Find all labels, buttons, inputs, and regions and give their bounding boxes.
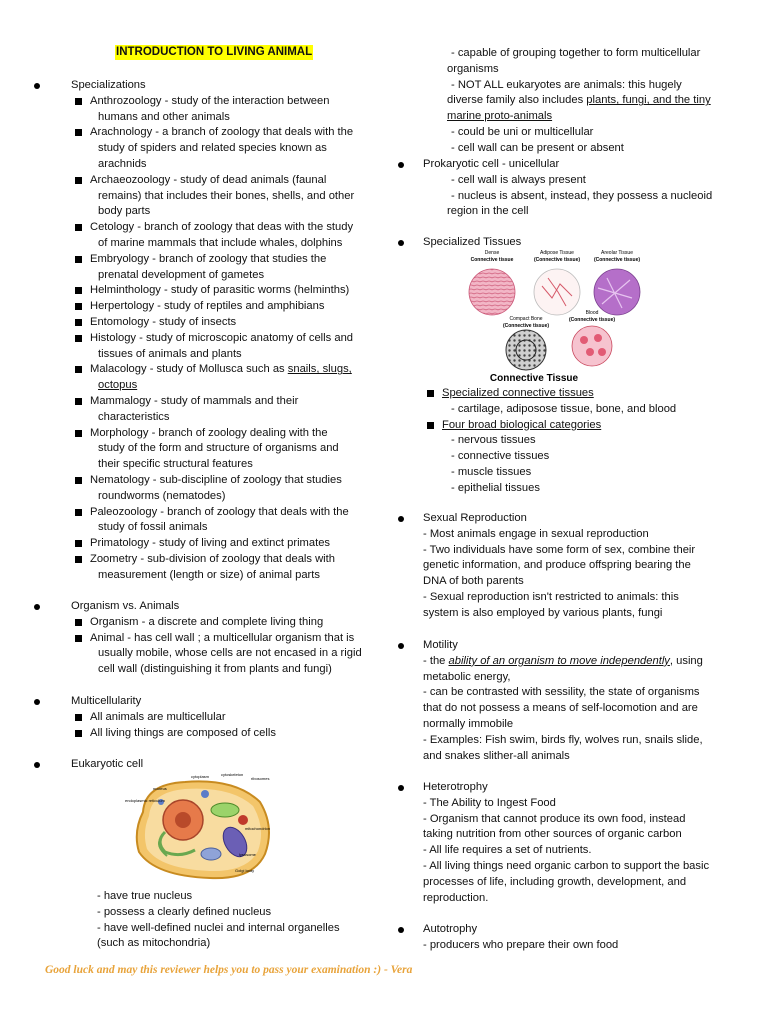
- text-span: Sexual Reproduction: [423, 512, 527, 524]
- bullet-dot: [398, 240, 404, 246]
- text-span: - muscle tissues: [451, 466, 532, 478]
- bullet-square: [75, 303, 82, 310]
- motility-line: [423, 701, 698, 717]
- heterotrophy-line: [423, 812, 685, 828]
- text-span: - All living things need organic carbon to support the basic: [423, 860, 710, 872]
- heterotrophy-line: [423, 843, 592, 859]
- connective-tissue-diagram: [462, 248, 642, 384]
- text-span: - study of reptiles and amphibians: [154, 300, 325, 313]
- bullet-square: [75, 98, 82, 105]
- bullet-dot: [398, 785, 404, 791]
- heterotrophy-line: [423, 891, 488, 907]
- text-span: snails, slugs,: [287, 363, 352, 376]
- bullet-square: [75, 714, 82, 721]
- text-span: measurement (length or size) of animal parts: [98, 568, 320, 581]
- text-span: Specializations: [71, 79, 146, 91]
- text-span: Specialized Tissues: [423, 236, 522, 248]
- item-continuation: [98, 520, 207, 536]
- bullet-square: [75, 287, 82, 294]
- text-span: - branch of zoology that deas with the study: [134, 221, 354, 234]
- svg-text:Golgi body: Golgi body: [235, 868, 255, 873]
- text-span: Embryology: [90, 252, 150, 265]
- text-span: - study of dead animals (faunal: [170, 173, 327, 186]
- text-span: cell wall (distinguishing it from plants and fungi): [98, 663, 332, 676]
- svg-text:mitochondrion: mitochondrion: [245, 826, 271, 831]
- heterotrophy-line: [423, 859, 709, 875]
- item-continuation: [98, 236, 342, 252]
- bullet-dot: [398, 643, 404, 649]
- text-span: and snakes slither-all animals: [423, 749, 570, 762]
- text-span: Helminthology: [90, 284, 161, 297]
- motility-line: [423, 685, 700, 701]
- not-all-line: [451, 78, 682, 94]
- connective-tissue-caption: Connective Tissue: [489, 373, 579, 384]
- sexual-line: [423, 606, 662, 622]
- text-span: of marine mammals that include whales, dolphins: [98, 237, 343, 249]
- sexual-line: [423, 558, 691, 574]
- text-span: study of fossil animals: [98, 521, 208, 534]
- item-continuation: [98, 378, 137, 394]
- prokaryotic-line: [451, 189, 712, 205]
- item-continuation: [98, 189, 354, 205]
- bullet-dot: [34, 604, 40, 610]
- text-span: Anthrozoology: [90, 94, 162, 107]
- section-heading-heterotrophy: [423, 780, 488, 796]
- specialization-item: [90, 331, 353, 347]
- text-span: prenatal development of gametes: [98, 268, 265, 281]
- text-span: , using: [669, 654, 703, 667]
- bullet-dot: [34, 762, 40, 768]
- section-heading-autotrophy: [423, 922, 477, 938]
- text-span: - sub-division of zoology that deals with: [137, 553, 335, 565]
- motility-line: [423, 749, 570, 765]
- text-span: - study of living and extinct primates: [149, 537, 331, 550]
- text-span: roundworms (nematodes): [98, 489, 226, 502]
- multicellularity-item: [90, 710, 226, 726]
- text-span: - branch of zoology that studies the: [149, 252, 327, 265]
- text-span: - connective tissues: [451, 450, 550, 463]
- sexual-line: [423, 590, 679, 606]
- text-span: All living things are composed of cells: [90, 726, 276, 739]
- text-span: - nucleus is absent, instead, they possess a nucleoid: [451, 189, 713, 202]
- text-span: - the: [423, 654, 449, 667]
- adipose-tissue-image: [534, 269, 580, 315]
- sexual-line: [423, 527, 649, 543]
- eukaryotic-cont-line: [451, 125, 593, 141]
- motility-line: [423, 733, 703, 749]
- eukaryotic-cont-line: [451, 141, 624, 157]
- text-span: Arachnology: [90, 126, 153, 139]
- item-continuation: [98, 662, 332, 678]
- item-continuation: [98, 489, 225, 505]
- section-heading-prokaryotic: [423, 157, 559, 173]
- item-continuation: [98, 204, 150, 220]
- text-span: - Examples: Fish swim, birds fly, wolves run, snails slide,: [423, 733, 703, 746]
- bullet-square: [75, 256, 82, 263]
- text-span: Malacology: [90, 363, 147, 376]
- specialization-item: [90, 394, 298, 410]
- item-continuation: [98, 410, 170, 426]
- bullet-dot: [34, 699, 40, 705]
- dense-tissue-image: [469, 269, 515, 315]
- eukaryotic-cont-line: [451, 46, 700, 62]
- text-span: - cell wall can be present or absent: [451, 141, 624, 154]
- compact-bone-image: [506, 330, 546, 370]
- text-span: plants, fungi, and the tiny: [586, 94, 711, 107]
- tissue-line: [451, 481, 540, 497]
- text-span: diverse family also includes: [447, 94, 587, 107]
- specialization-item: [90, 473, 342, 489]
- text-span: Nematology: [90, 474, 150, 486]
- motility-line: [423, 717, 513, 733]
- bullet-square: [75, 129, 82, 136]
- text-span: Morphology: [90, 426, 149, 439]
- text-span: - study of Mollusca such as: [146, 363, 288, 376]
- text-span: Mammalogy: [90, 395, 151, 407]
- text-span: All animals are multicellular: [90, 710, 226, 723]
- bullet-square: [75, 224, 82, 231]
- specialization-item: [90, 536, 330, 552]
- bullet-square: [75, 540, 82, 547]
- eukaryotic-line: [97, 936, 210, 952]
- specialization-item: [90, 125, 353, 141]
- text-span: - Two individuals have some form of sex, combine their: [423, 543, 696, 556]
- text-span: system is also employed by various plants, fungi: [423, 606, 663, 619]
- bullet-square: [75, 730, 82, 737]
- specialization-item: [90, 173, 326, 189]
- text-span: - sub-discipline of zoology that studies: [149, 474, 342, 486]
- text-span: - study of parasitic worms (helminths): [160, 284, 350, 297]
- item-continuation: [98, 141, 327, 157]
- text-span: tissues of animals and plants: [98, 347, 242, 360]
- dense-sublabel: Connective tissue: [470, 257, 514, 263]
- text-span: humans and other animals: [98, 110, 230, 123]
- item-continuation: [98, 646, 362, 662]
- eukaryotic-line: [97, 921, 340, 937]
- diverse-line: [447, 93, 711, 109]
- text-span: Four broad biological categories: [442, 418, 602, 431]
- specialization-item: [90, 252, 326, 268]
- text-span: - producers who prepare their own food: [423, 938, 619, 951]
- text-span: - epithelial tissues: [451, 481, 540, 494]
- bullet-square: [75, 366, 82, 373]
- specialization-item: [90, 426, 328, 442]
- text-span: Entomology: [90, 316, 150, 328]
- section-heading-tissues: [423, 235, 521, 251]
- specialization-item: [90, 315, 236, 331]
- autotrophy-line: [423, 938, 618, 954]
- section-heading-eukaryotic: [71, 757, 143, 773]
- text-span: normally immobile: [423, 718, 514, 730]
- text-span: Autotrophy: [423, 923, 478, 935]
- text-span: Motility: [423, 639, 458, 651]
- section-heading-multicellularity: [71, 694, 141, 710]
- text-span: - study of microscopic anatomy of cells and: [136, 331, 354, 344]
- dense-label: Dense: [484, 250, 500, 256]
- text-span: - All life requires a set of nutrients.: [423, 844, 592, 857]
- text-span: processes of life, including growth, development, and: [423, 875, 687, 888]
- specialization-item: [90, 505, 349, 521]
- specialization-item: [90, 552, 335, 568]
- item-continuation: [98, 157, 147, 173]
- bullet-square: [75, 619, 82, 626]
- specialization-item: [90, 283, 349, 299]
- section-heading-sexual: [423, 511, 527, 527]
- bullet-square: [427, 422, 434, 429]
- specialization-item: [90, 94, 329, 110]
- bullet-dot: [398, 162, 404, 168]
- text-span: eukaryotes are animals: this hugely: [503, 78, 682, 91]
- text-span: Archaeozoology: [90, 173, 171, 186]
- sexual-line: [423, 543, 695, 559]
- text-span: Animal: [90, 631, 125, 644]
- text-span: region in the cell: [447, 205, 529, 218]
- text-span: reproduction.: [423, 891, 489, 904]
- text-span: arachnids: [98, 158, 147, 170]
- svg-text:ribosomes: ribosomes: [251, 776, 270, 781]
- item-continuation: [98, 457, 253, 473]
- bullet-dot: [34, 83, 40, 89]
- svg-text:endoplasmic reticulum: endoplasmic reticulum: [125, 798, 165, 803]
- bullet-square: [75, 635, 82, 642]
- text-span: genetic information, and produce offspring bearing the: [423, 559, 691, 572]
- text-span: - can be contrasted with: [423, 686, 545, 699]
- text-span: Histology: [90, 331, 137, 344]
- prokaryotic-line: [447, 204, 528, 220]
- adipose-sublabel: (Connective tissue): [533, 257, 581, 263]
- page-title: INTRODUCTION TO LIVING ANIMAL: [116, 46, 313, 58]
- tissue-subheading: [442, 418, 601, 434]
- text-span: Eukaryotic cell: [71, 758, 144, 770]
- specialization-item: [90, 299, 324, 315]
- tissue-line: [451, 433, 536, 449]
- adipose-label: Adipose Tissue: [540, 250, 574, 256]
- text-span: DNA of both parents: [423, 575, 524, 588]
- text-span: - has cell wall ; a multicellular organism that is: [124, 631, 355, 644]
- blood-sublabel: (Connective tissue): [568, 317, 616, 323]
- text-span: organisms: [447, 62, 499, 75]
- text-span: octopus: [98, 379, 138, 392]
- text-span: - a discrete and complete living thing: [138, 615, 324, 628]
- bullet-square: [75, 509, 82, 516]
- motility-line: [423, 670, 510, 686]
- text-span: - study of the interaction between: [161, 94, 330, 107]
- tissue-line: [451, 402, 676, 418]
- text-span: Organism: [90, 615, 139, 628]
- text-span: Zoometry: [90, 553, 138, 565]
- bone-sublabel: (Connective tissue): [502, 323, 550, 329]
- text-span: - possess a clearly defined nucleus: [97, 905, 272, 918]
- bullet-square: [75, 319, 82, 326]
- areolar-label: Areolar Tissue: [601, 250, 633, 256]
- text-span: - a branch of zoology that deals with the: [152, 126, 354, 139]
- tissue-line: [451, 449, 549, 465]
- text-span: taking nutrition from other sources of organic carbon: [423, 828, 682, 841]
- bullet-dot: [398, 927, 404, 933]
- eukaryotic-line: [97, 889, 192, 905]
- text-span: - branch of zoology that deals with the: [157, 505, 349, 518]
- section-heading-specializations: [71, 78, 146, 94]
- text-span: their specific structural features: [98, 458, 253, 471]
- item-continuation: [98, 347, 242, 363]
- heterotrophy-line: [423, 827, 682, 843]
- item-continuation: [98, 110, 230, 126]
- text-span: ability of an organism to move independently: [448, 654, 670, 667]
- text-span: body parts: [98, 205, 151, 218]
- eukaryotic-cell-diagram: [125, 772, 275, 884]
- text-span: Heterotrophy: [423, 781, 488, 793]
- text-span: that do not possess a means of self-locomotion and are: [423, 702, 698, 715]
- heterotrophy-line: [423, 875, 686, 891]
- section-heading-organism: [71, 599, 179, 615]
- bullet-square: [427, 390, 434, 397]
- text-span: remains) that includes their bones, shells, and other: [98, 189, 355, 202]
- bullet-dot: [398, 516, 404, 522]
- heterotrophy-line: [423, 796, 556, 812]
- text-span: - have true nucleus: [97, 890, 193, 902]
- text-span: marine proto-animals: [447, 110, 553, 123]
- text-span: Specialized connective tissues: [442, 387, 594, 399]
- bullet-square: [75, 398, 82, 405]
- tissue-line: [451, 465, 531, 481]
- item-continuation: [98, 268, 264, 284]
- text-span: - The Ability to Ingest Food: [423, 796, 556, 809]
- text-span: Organism vs. Animals: [71, 600, 180, 612]
- item-continuation: [98, 568, 320, 584]
- text-span: metabolic energy,: [423, 670, 511, 683]
- text-span: - cartilage, adiposose tissue, bone, and blood: [451, 402, 677, 415]
- text-span: - Most animals engage in sexual reproduction: [423, 527, 649, 540]
- text-span: , the state of organisms: [583, 686, 700, 699]
- blood-label: Blood: [585, 310, 599, 316]
- text-span: Cetology: [90, 221, 135, 234]
- item-continuation: [98, 441, 339, 457]
- bullet-square: [75, 556, 82, 563]
- bullet-square: [75, 430, 82, 437]
- text-span: - nervous tissues: [451, 434, 536, 447]
- bullet-square: [75, 177, 82, 184]
- text-span: - have well-defined nuclei and internal organelles: [97, 921, 340, 934]
- eukaryotic-line: [97, 905, 271, 921]
- svg-text:nucleus: nucleus: [153, 786, 167, 791]
- areolar-tissue-image: [594, 269, 640, 315]
- svg-text:cytoplasm: cytoplasm: [191, 774, 210, 779]
- section-heading-motility: [423, 638, 458, 654]
- footer-note: Good luck and may this reviewer helps you to pass your examination :) - Vera: [45, 964, 413, 976]
- text-span: (such as mitochondria): [97, 937, 211, 950]
- text-span: - NOT ALL: [451, 78, 504, 91]
- text-span: - capable of grouping together to form multicellular: [451, 47, 701, 59]
- text-span: Paleozoology: [90, 505, 158, 518]
- eukaryotic-cont-line: [447, 62, 499, 78]
- text-span: Multicellularity: [71, 695, 142, 707]
- multicellularity-item: [90, 726, 276, 742]
- text-span: - branch of zoology dealing with the: [148, 426, 328, 439]
- text-span: - could be uni or multicellular: [451, 126, 594, 138]
- text-span: study of spiders and related species known as: [98, 142, 327, 155]
- svg-text:cytoskeleton: cytoskeleton: [221, 772, 244, 777]
- bullet-square: [75, 477, 82, 484]
- organism-item: [90, 615, 323, 631]
- text-span: sessility: [544, 686, 584, 699]
- sexual-line: [423, 574, 524, 590]
- text-span: Herpertology: [90, 300, 155, 313]
- blood-image: [572, 326, 612, 366]
- organism-item: [90, 631, 354, 647]
- text-span: - cell wall is always present: [451, 173, 586, 186]
- text-span: - Organism that cannot produce its own food, instead: [423, 812, 686, 825]
- bone-label: Compact Bone: [509, 316, 543, 322]
- motility-line: [423, 654, 703, 670]
- prokaryotic-line: [451, 173, 586, 189]
- bullet-square: [75, 335, 82, 342]
- text-span: Primatology: [90, 537, 150, 550]
- tissue-subheading: [442, 386, 594, 402]
- text-span: - unicellular: [498, 158, 560, 170]
- text-span: characteristics: [98, 410, 170, 423]
- text-span: - study of mammals and their: [150, 395, 299, 407]
- text-span: - study of insects: [149, 316, 237, 328]
- areolar-sublabel: (Connective tissue): [593, 257, 641, 263]
- marine-line: [447, 109, 552, 125]
- svg-text:lysosome: lysosome: [239, 852, 256, 857]
- text-span: usually mobile, whose cells are not encased in a rigid: [98, 647, 362, 660]
- specialization-item: [90, 362, 352, 378]
- text-span: - Sexual reproduction isn't restricted to animals: this: [423, 591, 679, 603]
- text-span: study of the form and structure of organisms and: [98, 442, 339, 455]
- specialization-item: [90, 220, 353, 236]
- text-span: Prokaryotic cell: [423, 158, 499, 170]
